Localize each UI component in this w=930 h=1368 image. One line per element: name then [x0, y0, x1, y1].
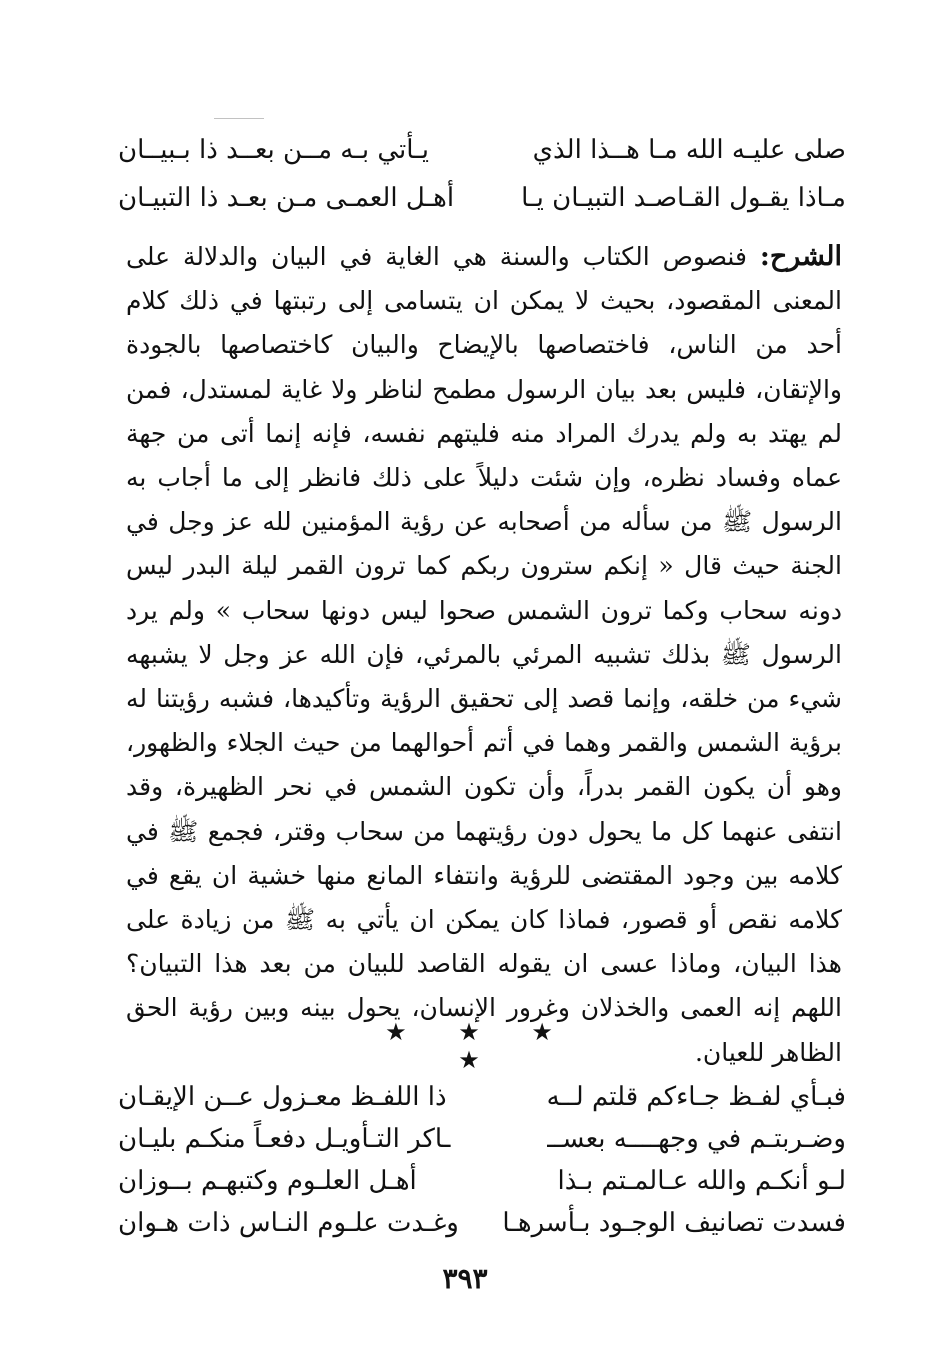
verse-second-hemistich: ـاكر التـأويـل دفعـاً منكـم بليـان [118, 1124, 451, 1154]
verse-line [118, 1160, 846, 1202]
verse-second-hemistich: ذا اللفـظ معـزول عــن الإيقـان [118, 1082, 447, 1112]
commentary-label: الشرح: [759, 241, 842, 272]
verse-first-hemistich: فسدت تصانيف الوجـود بـأسرهـا [502, 1208, 846, 1238]
verse-first-hemistich: وضـربتـم في وجهــــه بعســ [547, 1124, 846, 1154]
verse-first-hemistich: مـاذا يقـول القـاصـد التبيـان يـا [521, 183, 846, 213]
verse-second-hemistich: أهـل العمـى مـن بعـد ذا التبيـان [118, 183, 455, 213]
verse-line [118, 1202, 846, 1244]
section-separator: ★ ★ ★ ★ [385, 1018, 575, 1074]
verse-line [118, 126, 846, 174]
verse-second-hemistich: يـأتي بـه مــن بعــد ذا بـبيــان [118, 135, 430, 165]
verse-second-hemistich: أهـل العلـوم وكتبهـم بــوزان [118, 1166, 417, 1196]
verse-line [118, 1076, 846, 1118]
verse-second-hemistich: وغـدت علـوم النـاس ذات هـوان [118, 1208, 459, 1238]
verse-line [118, 1118, 846, 1160]
page-number: ٣٩٣ [442, 1262, 488, 1295]
commentary-text: فنصوص الكتاب والسنة هي الغاية في البيان والدلالة على المعنى المقصود، بحيث لا يمكن ان يتسامى إلى رتبتها في ذلك كلام أحد من الناس، فاختصاصها بالإيضاح والبيان كاختصاصها بالجودة والإتقان، فليس بعد بيان الرسول مطمح لناظر ولا غاية لمستدل، فمن لم يهتد به ولم يدرك المراد منه فليتهم نفسه، فإنه إنما أتى من جهة عماه وفساد نظره، وإن شئت دليلاً على ذلك فانظر إلى ما أجاب به الرسول ﷺ من سأله من أصحابه عن رؤية المؤمنين لله عز وجل في الجنة حيث قال « إنكم سترون ربكم كما ترون القمر ليلة البدر ليس دونه سحاب وكما ترون الشمس صحوا ليس دونها سحاب » ولم يرد الرسول ﷺ بذلك تشبيه المرئي بالمرئي، فإن الله عز وجل لا يشبهه شيء من خلقه، وإنما قصد إلى تحقيق الرؤية وتأكيدها، فشبه رؤيتنا له برؤية الشمس والقمر وهما في أتم أحوالهما من حيث الجلاء والظهور، وهو أن يكون القمر بدراً، وأن تكون الشمس في نحر الظهيرة، وقد انتفى عنهما كل ما يحول دون رؤيتهما من سحاب وقتر، فجمع ﷺ في كلامه بين وجود المقتضى للرؤية وانتفاء المانع منها خشية ان يقع في كلامه نقص أو قصور، فماذا كان يمكن ان يأتي به ﷺ من زيادة على هذا البيان، وماذا عسى ان يقوله القاصد للبيان من بعد هذا التبيان؟ اللهم إنه العمى والخذلان وغرور الإنسان، يحول بينه وبين رؤية الحق الظاهر للعيان. [126, 242, 842, 1067]
verse-block-top [118, 126, 846, 222]
verse-block-bottom [118, 1076, 846, 1244]
commentary-paragraph [126, 235, 842, 1075]
verse-line [118, 174, 846, 222]
verse-first-hemistich: صلى عليـه الله مـا هــذا الذي [532, 135, 846, 165]
top-rule-mark [214, 118, 264, 119]
verse-first-hemistich: لـو أنكـم والله عـالمـتم بـذا [557, 1166, 846, 1196]
verse-first-hemistich: فبـأي لفـظ جـاءكم قلتم لــه [546, 1082, 846, 1112]
